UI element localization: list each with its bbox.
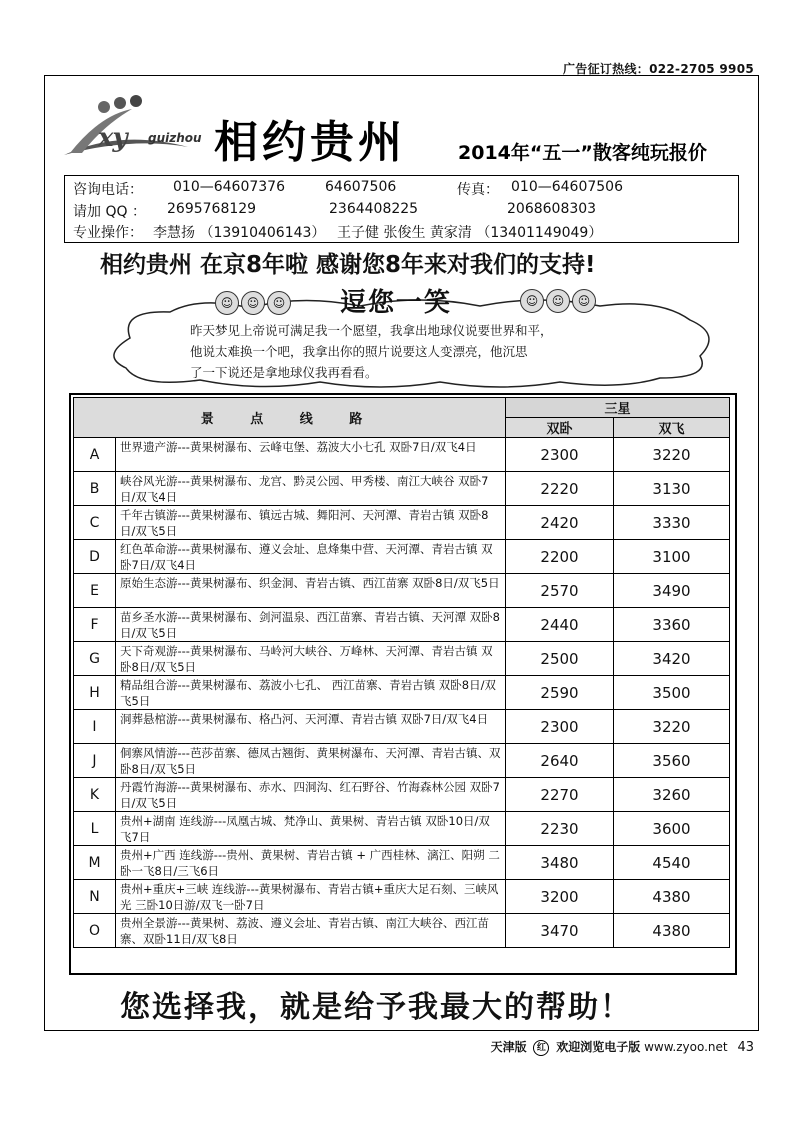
phone-number-2: 64607506 [325, 179, 397, 195]
route-description: 红色革命游---黄果树瀑布、遵义会址、息烽集中营、天河潭、青岩古镇 双卧7日/双飞4日 [116, 540, 506, 574]
header-flight: 双飞 [614, 418, 730, 438]
logo-xy-text: xy [98, 123, 127, 153]
route-code: E [74, 574, 116, 608]
route-description: 精品组合游---黄果树瀑布、荔波小七孔、 西江苗寨、青岩古镇 双卧8日/双飞5日 [116, 676, 506, 710]
price-table [73, 397, 730, 948]
table-row [74, 846, 730, 880]
price-flight: 4540 [614, 846, 730, 880]
table-row [74, 540, 730, 574]
phone-label: 咨询电话： [73, 182, 143, 198]
logo-swoosh-icon [60, 95, 210, 161]
route-code: L [74, 812, 116, 846]
table-row [74, 438, 730, 472]
table-row [74, 710, 730, 744]
route-code: B [74, 472, 116, 506]
phone-number-1: 010—64607376 [173, 179, 285, 195]
price-subtitle: 2014年“五一”散客纯玩报价 [458, 142, 707, 164]
route-description: 洞葬悬棺游---黄果树瀑布、格凸河、天河潭、青岩古镇 双卧7日/双飞4日 [116, 710, 506, 744]
price-flight: 3500 [614, 676, 730, 710]
table-row [74, 914, 730, 948]
price-flight: 4380 [614, 880, 730, 914]
laugh-face-icon: ☺ [572, 289, 596, 313]
header-three-star: 三星 [506, 398, 730, 418]
bottom-slogan: 您选择我，就是给予我最大的帮助！ [120, 990, 632, 1025]
header-route: 景 点 线 路 [74, 398, 506, 438]
route-code: O [74, 914, 116, 948]
route-code: G [74, 642, 116, 676]
laugh-face-icon: ☺ [215, 291, 239, 315]
thanks-slogan: 相约贵州 在京8年啦 感谢您8年来对我们的支持! [100, 252, 596, 278]
route-description: 千年古镇游---黄果树瀑布、镇远古城、舞阳河、天河潭、青岩古镇 双卧8日/双飞5日 [116, 506, 506, 540]
table-row [74, 642, 730, 676]
fax-label: 传真： [457, 182, 499, 198]
logo-guizhou-text: guizhou [148, 131, 202, 145]
laugh-face-icon: ☺ [267, 291, 291, 315]
laugh-face-icon: ☺ [546, 289, 570, 313]
qq-label: 请加 QQ ： [73, 204, 146, 220]
price-sleeper: 2640 [506, 744, 614, 778]
ad-hotline: 广告征订热线：022-2705 9905 [562, 62, 754, 76]
header-sleeper: 双卧 [506, 418, 614, 438]
route-code: D [74, 540, 116, 574]
price-flight: 4380 [614, 914, 730, 948]
joke-line: 昨天梦见上帝说可满足我一个愿望，我拿出地球仪说要世界和平， [190, 323, 553, 338]
footer-edition: 天津版 [490, 1040, 527, 1054]
route-description: 天下奇观游---黄果树瀑布、马岭河大峡谷、万峰林、天河潭、青岩古镇 双卧8日/双飞5日 [116, 642, 506, 676]
table-row [74, 778, 730, 812]
price-table-body [74, 438, 730, 948]
table-row [74, 506, 730, 540]
staff-label: 专业操作： [73, 225, 143, 241]
route-code: M [74, 846, 116, 880]
price-flight: 3100 [614, 540, 730, 574]
route-description: 苗乡圣水游---黄果树瀑布、剑河温泉、西江苗寨、青岩古镇、天河潭 双卧8日/双飞5日 [116, 608, 506, 642]
footer-welcome: 欢迎浏览电子版 [556, 1040, 641, 1054]
table-row [74, 812, 730, 846]
laugh-title: 逗您一笑 [340, 288, 453, 318]
qq-number-1: 2695768129 [167, 201, 257, 217]
price-sleeper: 3470 [506, 914, 614, 948]
price-flight: 3260 [614, 778, 730, 812]
price-sleeper: 3200 [506, 880, 614, 914]
table-row [74, 608, 730, 642]
route-description: 贵州全景游---黄果树、荔波、遵义会址、青岩古镇、南江大峡谷、西江苗寨、双卧11日/双飞8日 [116, 914, 506, 948]
price-sleeper: 2270 [506, 778, 614, 812]
route-description: 侗寨风情游---芭莎苗寨、德凤古翘街、黄果树瀑布、天河潭、青岩古镇、双卧8日/双飞5日 [116, 744, 506, 778]
contact-box [64, 175, 739, 243]
price-sleeper: 2300 [506, 438, 614, 472]
price-flight: 3130 [614, 472, 730, 506]
price-sleeper: 2440 [506, 608, 614, 642]
table-row [74, 574, 730, 608]
logo [60, 95, 210, 161]
footer-url[interactable]: www.zyoo.net [644, 1040, 728, 1054]
route-code: C [74, 506, 116, 540]
price-sleeper: 2300 [506, 710, 614, 744]
price-sleeper: 2200 [506, 540, 614, 574]
price-sleeper: 2500 [506, 642, 614, 676]
route-description: 贵州+湖南 连线游---凤凰古城、梵净山、黄果树、青岩古镇 双卧10日/双飞7日 [116, 812, 506, 846]
page-number: 43 [737, 1040, 754, 1055]
table-row [74, 472, 730, 506]
fax-number: 010—64607506 [511, 179, 623, 195]
joke-line: 他说太难换一个吧，我拿出你的照片说要这人变漂亮，他沉思 [190, 344, 528, 359]
route-description: 贵州+重庆+三峡 连线游---黄果树瀑布、青岩古镇+重庆大足石刻、三峡风光 三卧10日游/双飞一卧7日 [116, 880, 506, 914]
price-sleeper: 2590 [506, 676, 614, 710]
price-flight: 3330 [614, 506, 730, 540]
qq-number-3: 2068608303 [507, 201, 597, 217]
route-code: A [74, 438, 116, 472]
price-sleeper: 2420 [506, 506, 614, 540]
brand-title: 相约贵州 [214, 117, 406, 168]
price-flight: 3490 [614, 574, 730, 608]
price-sleeper: 3480 [506, 846, 614, 880]
price-sleeper: 2220 [506, 472, 614, 506]
route-code: K [74, 778, 116, 812]
footer-rule [44, 1030, 759, 1031]
laugh-face-icon: ☺ [241, 291, 265, 315]
price-flight: 3360 [614, 608, 730, 642]
footer [491, 1038, 754, 1056]
route-code: H [74, 676, 116, 710]
price-flight: 3420 [614, 642, 730, 676]
route-description: 峡谷风光游---黄果树瀑布、龙宫、黔灵公园、甲秀楼、南江大峡谷 双卧7日/双飞4日 [116, 472, 506, 506]
route-description: 原始生态游---黄果树瀑布、织金洞、青岩古镇、西江苗寨 双卧8日/双飞5日 [116, 574, 506, 608]
route-description: 丹霞竹海游---黄果树瀑布、赤水、四洞沟、红石野谷、竹海森林公园 双卧7日/双飞5日 [116, 778, 506, 812]
price-flight: 3220 [614, 438, 730, 472]
staff-primary: 李慧扬 （13910406143） [153, 225, 326, 241]
joke-line: 了一下说还是拿地球仪我再看看。 [190, 365, 378, 380]
route-code: J [74, 744, 116, 778]
table-row [74, 744, 730, 778]
route-code: I [74, 710, 116, 744]
price-sleeper: 2230 [506, 812, 614, 846]
staff-others: 王子健 张俊生 黄家清 （13401149049） [337, 225, 603, 241]
hong-badge-icon: 红 [533, 1040, 549, 1056]
route-code: F [74, 608, 116, 642]
price-sleeper: 2570 [506, 574, 614, 608]
route-description: 贵州+广西 连线游---贵州、黄果树、青岩古镇 + 广西桂林、漓江、阳朔 二卧一飞8日/三飞6日 [116, 846, 506, 880]
price-flight: 3560 [614, 744, 730, 778]
laugh-face-icon: ☺ [520, 289, 544, 313]
qq-number-2: 2364408225 [329, 201, 419, 217]
table-row [74, 676, 730, 710]
route-description: 世界遗产游---黄果树瀑布、云峰屯堡、荔波大小七孔 双卧7日/双飞4日 [116, 438, 506, 472]
price-flight: 3600 [614, 812, 730, 846]
route-code: N [74, 880, 116, 914]
table-row [74, 880, 730, 914]
price-flight: 3220 [614, 710, 730, 744]
